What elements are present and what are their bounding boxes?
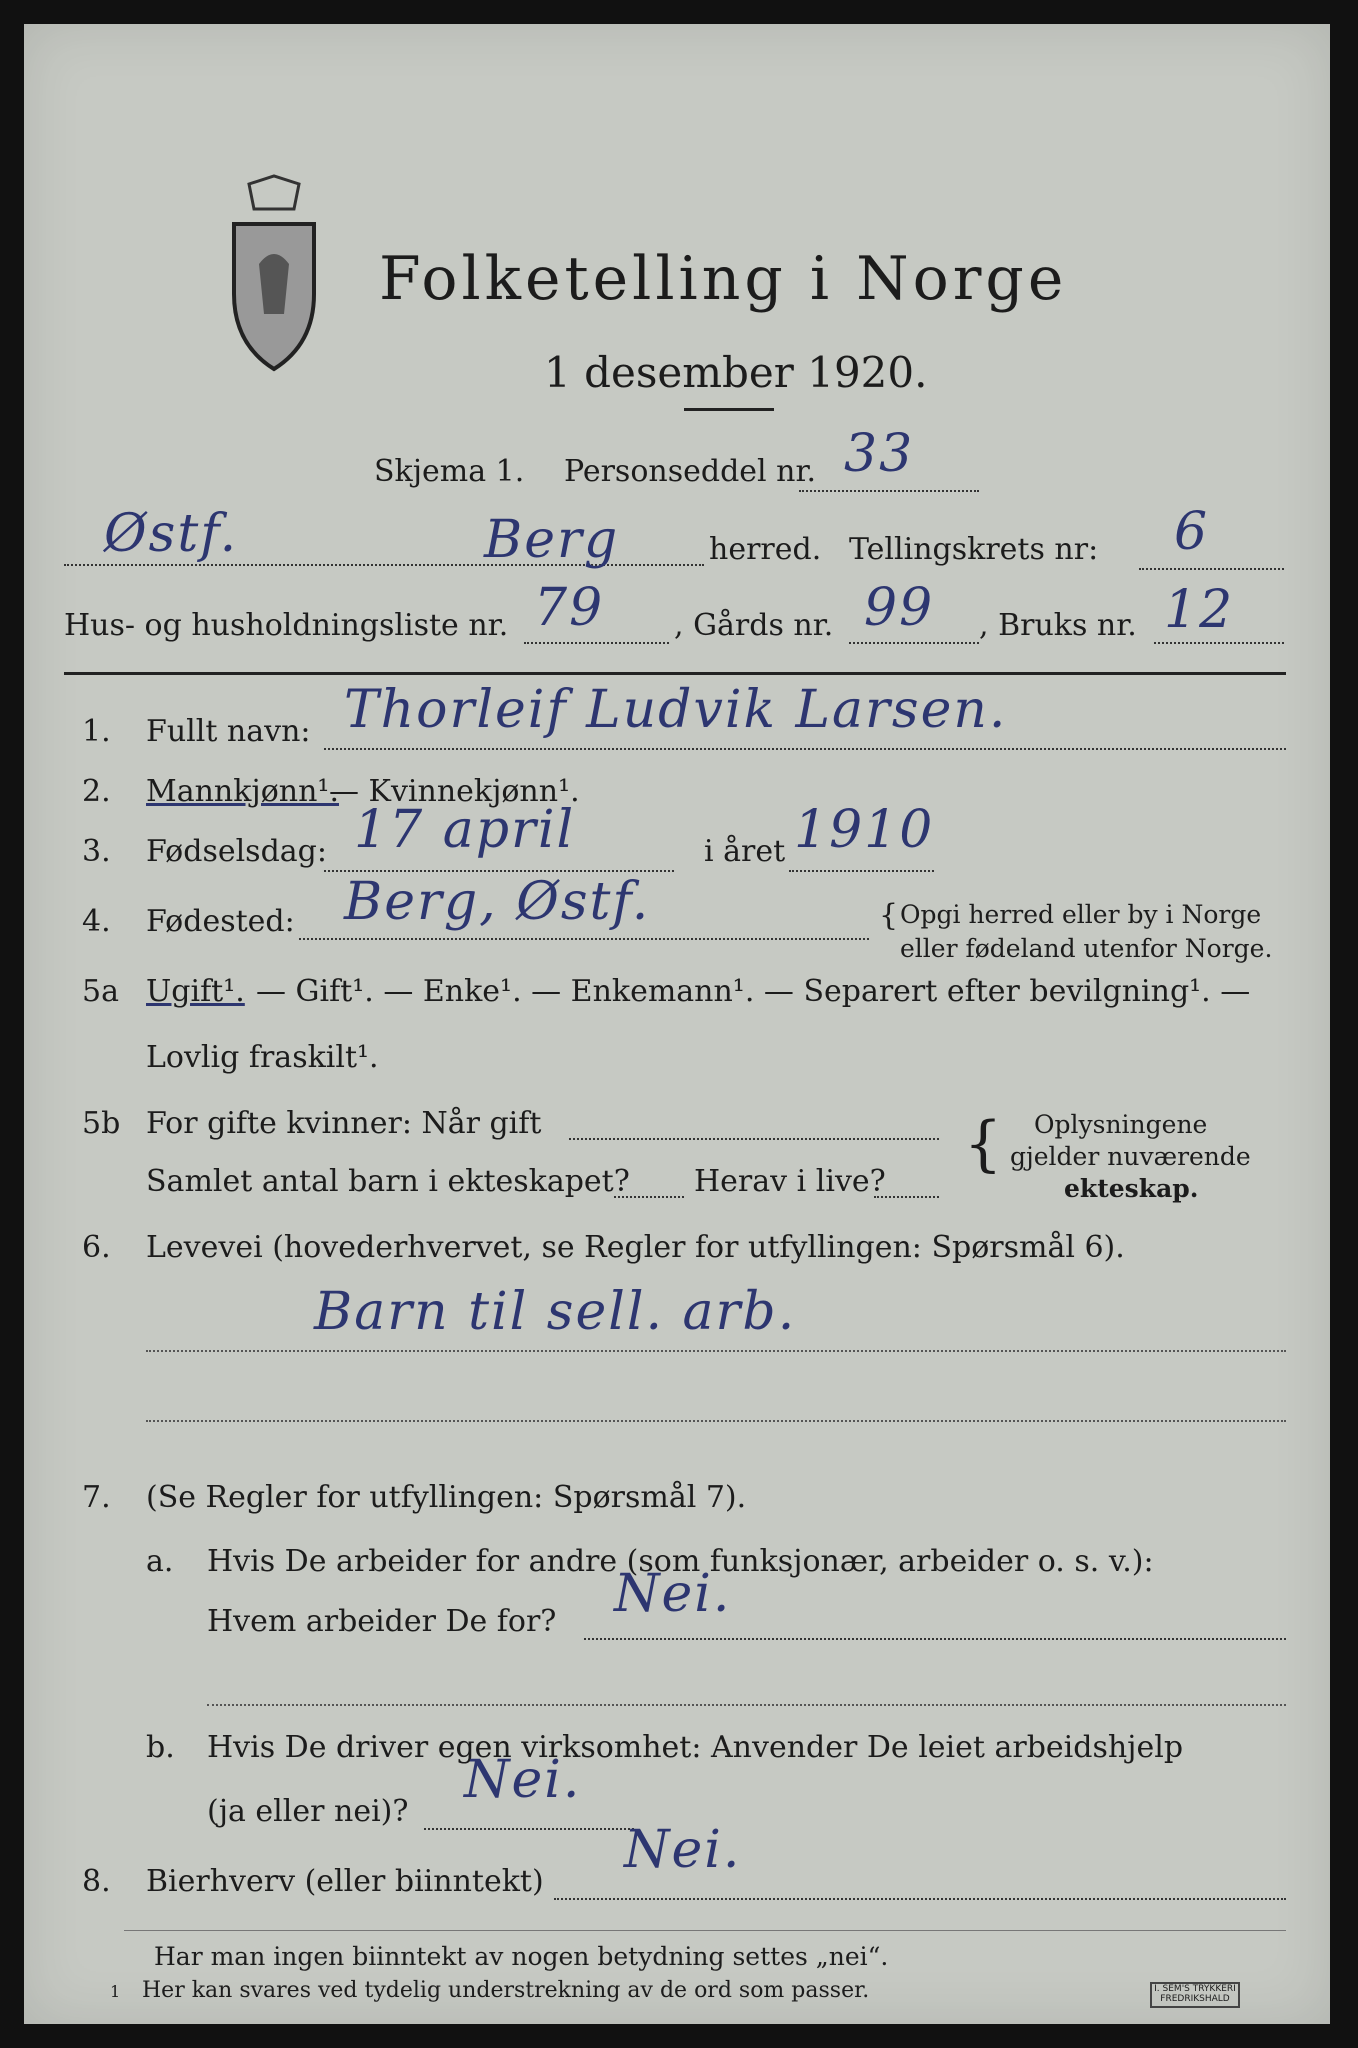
hus-value[interactable]: 79: [534, 578, 605, 638]
q7a-letter: a.: [146, 1544, 174, 1579]
region-value[interactable]: Østf.: [104, 504, 239, 564]
q3-year-value[interactable]: 1910: [794, 800, 935, 860]
q4-note-1: Opgi herred eller by i Norge: [900, 900, 1262, 929]
q1-label: Fullt navn:: [146, 714, 311, 749]
q7-label: (Se Regler for utfyllingen: Spørsmål 7).: [146, 1480, 747, 1515]
q7a-line-2: [207, 1704, 1286, 1706]
q5b-alive-line: [874, 1196, 939, 1198]
q7a-label: Hvis De arbeider for andre (som funksjonær, arbeider o. s. v.):: [207, 1544, 1154, 1579]
q7b-label: Hvis De driver egen virksomhet: Anvender De leiet arbeidshjelp: [207, 1730, 1184, 1765]
footer-divider: [124, 1930, 1286, 1931]
q7b-letter: b.: [146, 1730, 175, 1765]
q5b-married-line: [569, 1138, 939, 1140]
title-divider: [684, 408, 774, 411]
q5b-children-line: [614, 1196, 684, 1198]
tellingskrets-line: [1139, 568, 1284, 570]
form-title: Folketelling i Norge: [379, 244, 1068, 314]
q7a-line: [584, 1638, 1286, 1640]
q2-male-option[interactable]: Mannkjønn¹.: [146, 774, 339, 809]
bruks-value[interactable]: 12: [1164, 580, 1235, 640]
printer-stamp: I. SEM'S TRYKKERI FREDRIKSHALD: [1150, 1982, 1240, 2008]
herred-value[interactable]: Berg: [484, 510, 620, 570]
q5b-note-1: Oplysningene: [1034, 1110, 1208, 1139]
tellingskrets-value[interactable]: 6: [1174, 502, 1210, 562]
q3-number: 3.: [82, 834, 111, 869]
q2-number: 2.: [82, 774, 111, 809]
skjema-label: Skjema 1.: [374, 454, 525, 489]
q7b-line: [424, 1828, 634, 1830]
q6-value[interactable]: Barn til sell. arb.: [314, 1282, 797, 1342]
q8-number: 8.: [82, 1864, 111, 1899]
q5a-ugift-option[interactable]: Ugift¹.: [146, 974, 245, 1009]
bruks-line: [1154, 642, 1284, 644]
q8-value[interactable]: Nei.: [624, 1820, 742, 1880]
q4-value[interactable]: Berg, Østf.: [344, 872, 651, 932]
q5a-number: 5a: [82, 974, 119, 1009]
q4-note-2: eller fødeland utenfor Norge.: [900, 934, 1273, 963]
herred-label: herred.: [709, 532, 822, 567]
q7a-sub-label: Hvem arbeider De for?: [207, 1604, 557, 1639]
footer-note: Har man ingen biinntekt av nogen betydning settes „nei“.: [154, 1942, 889, 1971]
q4-number: 4.: [82, 904, 111, 939]
q5b-note-2: gjelder nuværende: [1010, 1142, 1251, 1171]
personseddel-value[interactable]: 33: [844, 424, 915, 484]
q6-label: Levevei (hovederhvervet, se Regler for utfyllingen: Spørsmål 6).: [146, 1230, 1125, 1265]
hus-label: Hus- og husholdningsliste nr.: [64, 608, 509, 643]
q1-number: 1.: [82, 714, 111, 749]
q3-year-label: i året: [704, 834, 786, 869]
census-form-sheet: Folketelling i Norge 1 desember 1920. Skjema 1. Personseddel nr. 33 Østf. Berg herred. Tellingskrets nr: 6 Hus- og husholdningsliste nr. 79 , Gårds nr. 99 , Bruks nr. 12 1. Fullt navn: Thorleif Ludvik Larsen. 2. Mannkjønn¹. — Kvinnekjønn¹. 3. Fødselsdag: 17 april i året 1910 4. Fødested: Berg, Østf. { Opgi herred eller by i Norge eller fødeland utenfor Norge. 5a Ugift¹. — Gift¹. — Enke¹. — Enkemann¹. — Separert efter bevilgning¹. — Lovlig fraskilt¹. 5b For gifte kvinner: Når gift Samlet antal barn i ekteskapet? Herav i live? { Oplysningene gjelder nuværende ekteskap. 6. Levevei (hovederhvervet, se Regler for utfyllingen: Spørsmål 6). Barn til sell. arb. 7. (Se Regler for utfyllingen: Spørsmål 7). a. Hvis De arbeider for andre (som funksjonær, arbeider o. s. v.): Hvem arbeider De for? Nei. b. Hvis De driver egen virksomhet: Anvender De leiet arbeidshjelp (ja eller nei)? Nei. 8. Bierhverv (eller biinntekt) Nei. Har man ingen biinntekt av nogen betydning settes „nei“. 1 Her kan svares ved tydelig understrekning av de ord som passer. I. SEM'S TRYKKERI FREDRIKSHALD: [24, 24, 1330, 2024]
q5b-label: For gifte kvinner: Når gift: [146, 1106, 542, 1141]
q3-year-line: [789, 870, 934, 872]
q1-line: [324, 748, 1286, 750]
bruks-label: , Bruks nr.: [979, 608, 1137, 643]
tellingskrets-label: Tellingskrets nr:: [849, 532, 1099, 567]
hus-line: [524, 642, 669, 644]
q5b-children-label: Samlet antal barn i ekteskapet?: [146, 1164, 630, 1199]
q5b-note-3: ekteskap.: [1064, 1174, 1199, 1203]
q4-line: [299, 938, 869, 940]
q6-line-2: [146, 1420, 1286, 1422]
q2-female-option[interactable]: — Kvinnekjønn¹.: [329, 774, 580, 809]
q8-label: Bierhverv (eller biinntekt): [146, 1864, 544, 1899]
q6-line-1: [146, 1350, 1286, 1352]
q5a-other-options[interactable]: — Gift¹. — Enke¹. — Enkemann¹. — Separert efter bevilgning¹. —: [256, 974, 1251, 1009]
q7b-sub-label: (ja eller nei)?: [207, 1794, 409, 1829]
gards-line: [849, 642, 979, 644]
gards-label: , Gårds nr.: [674, 608, 834, 643]
personseddel-label: Personseddel nr.: [564, 454, 817, 489]
q7-number: 7.: [82, 1480, 111, 1515]
q6-number: 6.: [82, 1230, 111, 1265]
header-divider: [64, 672, 1286, 675]
form-date: 1 desember 1920.: [544, 348, 928, 397]
personseddel-line: [799, 490, 979, 492]
q1-value[interactable]: Thorleif Ludvik Larsen.: [344, 680, 1008, 740]
q3-value[interactable]: 17 april: [354, 800, 576, 860]
q5a-line-2[interactable]: Lovlig fraskilt¹.: [146, 1040, 379, 1075]
q3-label: Fødselsdag:: [146, 834, 327, 869]
q7a-value[interactable]: Nei.: [614, 1564, 732, 1624]
q7b-value[interactable]: Nei.: [464, 1750, 582, 1810]
q8-line: [554, 1898, 1286, 1900]
q5b-number: 5b: [82, 1106, 121, 1141]
q5b-alive-label: Herav i live?: [694, 1164, 886, 1199]
q4-label: Fødested:: [146, 904, 295, 939]
footnote-mark: 1: [110, 1982, 121, 2001]
coat-of-arms-icon: [214, 174, 334, 374]
footnote: Her kan svares ved tydelig understrekning av de ord som passer.: [142, 1978, 870, 2003]
gards-value[interactable]: 99: [864, 578, 935, 638]
